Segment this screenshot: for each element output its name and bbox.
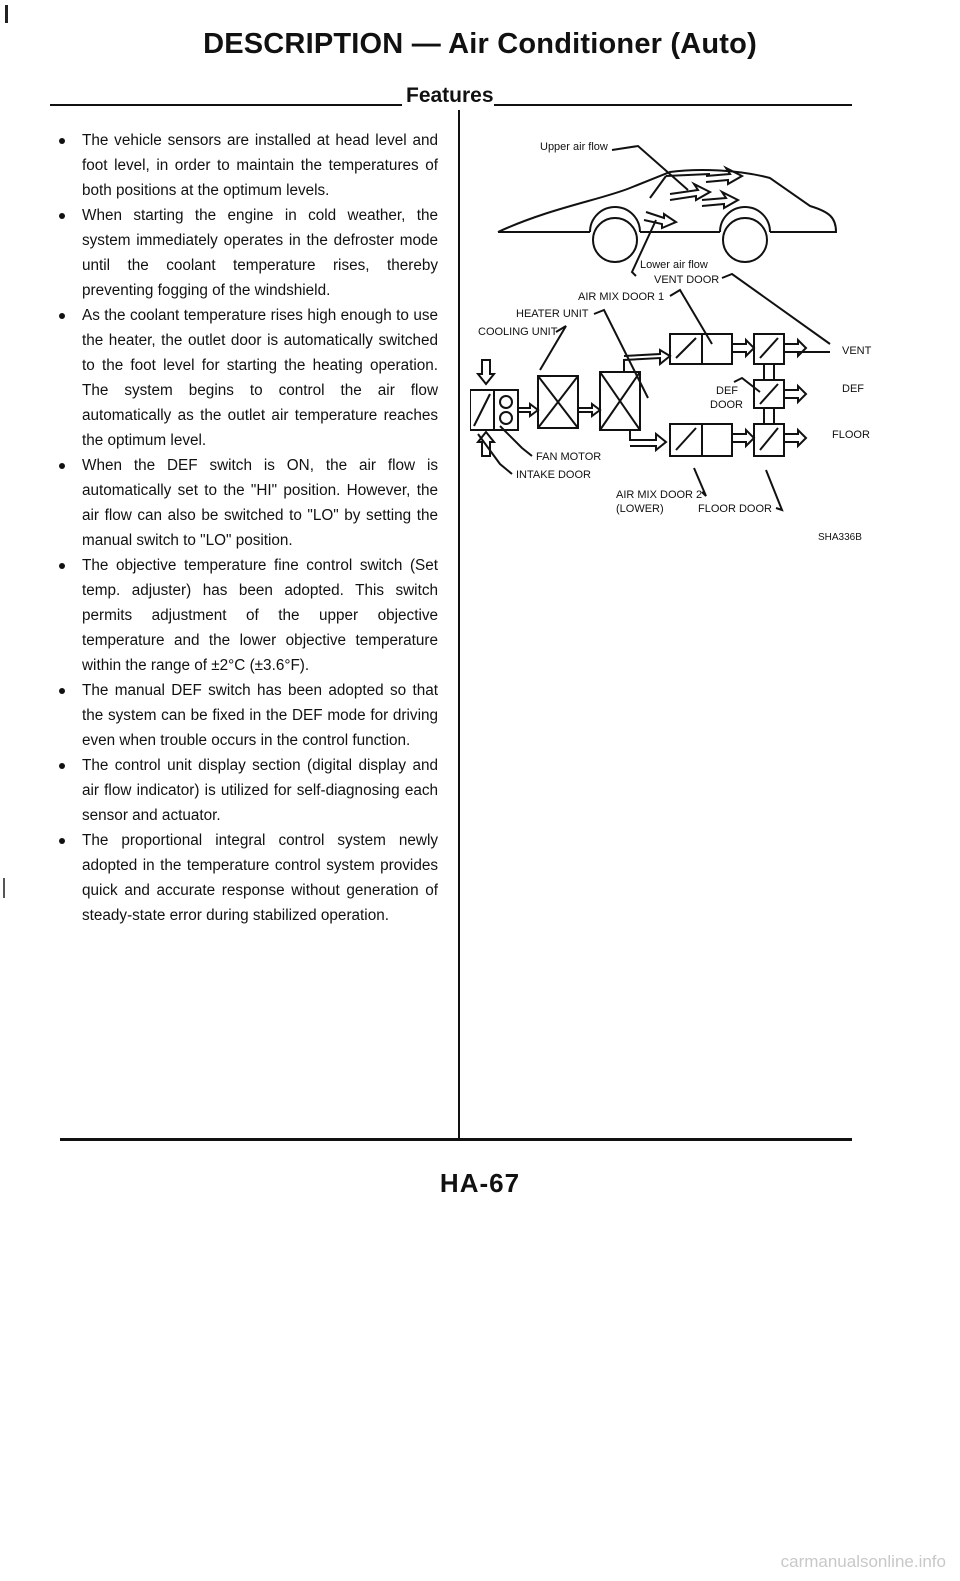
def-door-flap [760, 384, 778, 404]
heater-unit-label: HEATER UNIT [516, 308, 589, 320]
front-wheel [593, 218, 637, 262]
page-number: HA-67 [439, 1168, 521, 1198]
car-body-outline [498, 170, 836, 232]
vent-door-label: VENT DOOR [654, 274, 720, 286]
vent-door-flap [676, 338, 696, 358]
header-rule-right [494, 104, 852, 106]
windshield-line [650, 174, 710, 198]
intake-door-leader [478, 434, 512, 474]
upper-air-flow-label: Upper air flow [540, 141, 608, 153]
figure-code: SHA336B [818, 532, 862, 543]
list-item: The control unit display section (digital display and air flow indicator) is utilized for self-diagnosing each sensor and actuator. [56, 753, 438, 828]
vent-outlet-door-flap [760, 338, 778, 358]
vent-outlet-arrow [784, 340, 806, 356]
list-item: The objective temperature fine control switch (Set temp. adjuster) has been adopted. This switch permits adjustment of the upper objective temperature and the lower objective temperature within the range of ±2°C (±3.6°F). [56, 553, 438, 678]
lower-air-flow-arrow [644, 212, 676, 228]
air-mix-door-2-sublabel: (LOWER) [616, 503, 664, 515]
upper-air-flow-leader [612, 146, 688, 190]
rear-wheel [723, 218, 767, 262]
floor-duct [764, 408, 774, 424]
def-door-label: DOOR [710, 399, 743, 411]
flow-arrow [630, 430, 666, 450]
air-mix-door-2-label: AIR MIX DOOR 2 [616, 489, 703, 501]
floor-outlet-label: FLOOR [832, 429, 870, 441]
footer-rule [60, 1138, 852, 1141]
floor-outlet-arrow [784, 430, 806, 446]
air-mix-door-2-flap [676, 428, 696, 450]
list-item: When starting the engine in cold weather, the system immediately operates in the defroster mode until the coolant temperature rises, thereby preventing fogging of the windshield. [56, 203, 438, 303]
flow-arrow [732, 340, 754, 356]
intake-door-flap [474, 394, 490, 426]
flow-arrow [624, 350, 670, 372]
mix-chamber-box [702, 334, 732, 364]
intake-arrow-top [478, 360, 494, 384]
airflow-diagram [470, 128, 890, 568]
lower-chamber-box [702, 424, 732, 456]
features-list [56, 128, 438, 928]
list-item: When the DEF switch is ON, the air flow is automatically set to the "HI" position. However, the air flow can also be switched to "LO" by setting the manual switch to "LO" position. [56, 453, 438, 553]
cooling-unit-symbol [538, 376, 578, 428]
list-item: The proportional integral control system newly adopted in the temperature control system provides quick and accurate response without generation of steady-state error during stabilized operation. [56, 828, 438, 928]
upper-air-flow-arrow [670, 184, 710, 200]
floor-door-flap [760, 428, 778, 450]
intake-door-label: INTAKE DOOR [516, 469, 591, 481]
list-item: The vehicle sensors are installed at head level and foot level, in order to maintain the temperatures of both positions at the optimum levels. [56, 128, 438, 203]
fan-motor-symbol [500, 412, 512, 424]
vent-outlet-label: VENT [842, 345, 872, 357]
heater-unit-symbol [600, 372, 640, 430]
column-divider [458, 110, 460, 1140]
section-title: Features [406, 84, 494, 107]
def-outlet-arrow [784, 386, 806, 402]
list-item: As the coolant temperature rises high enough to use the heater, the outlet door is automatically switched to the foot level for starting the heating operation. The system begins to control the air flow automatically as the outlet air temperature reaches the optimum level. [56, 303, 438, 453]
flow-arrow [578, 404, 600, 416]
air-mix-door-1-label: AIR MIX DOOR 1 [578, 291, 665, 303]
def-duct [764, 364, 774, 380]
def-outlet-label: DEF [842, 383, 864, 395]
airflow-diagram-svg [470, 128, 890, 568]
scan-mark [3, 878, 5, 898]
header-rule-left [50, 104, 402, 106]
watermark: carmanualsonline.info [780, 1552, 946, 1571]
flow-arrow [732, 430, 754, 446]
scan-mark [5, 5, 8, 23]
flow-arrow [518, 404, 538, 416]
fan-motor-label: FAN MOTOR [536, 451, 602, 463]
fan-motor-symbol [500, 396, 512, 408]
floor-door-label: FLOOR DOOR [698, 503, 772, 515]
def-door-label: DEF [716, 385, 738, 397]
lower-air-flow-label: Lower air flow [640, 259, 708, 271]
cooling-unit-label: COOLING UNIT [478, 326, 558, 338]
list-item: The manual DEF switch has been adopted so that the system can be fixed in the DEF mode for driving even when trouble occurs in the control function. [56, 678, 438, 753]
page-title: DESCRIPTION — Air Conditioner (Auto) [203, 28, 757, 60]
air-mix-door-1-leader [670, 290, 712, 344]
